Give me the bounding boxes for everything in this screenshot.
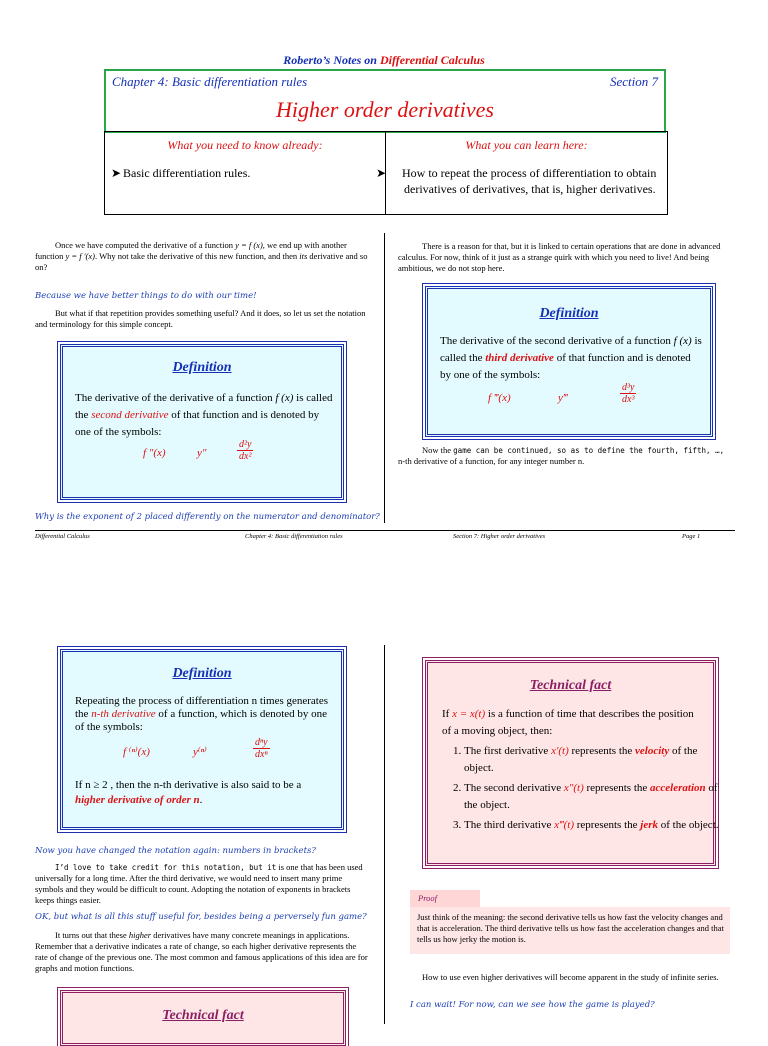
- chapter-label: Chapter 4: Basic differentiation rules: [112, 74, 308, 89]
- continuation-paragraph: Now the game can be continued, so as to define the fourth, fifth, …, n-th derivative of a function, for any integer number n.: [398, 445, 725, 466]
- footer-rule: [35, 530, 735, 531]
- know-already-item: ➤ Basic differentiation rules.: [111, 166, 251, 180]
- definition-text: The derivative of the second derivative of a function f (x) is called the third derivative of that function and is denoted by one of the symbols:: [440, 335, 702, 381]
- question-5: I can wait! For now, can we see how the game is played?: [410, 1000, 655, 1010]
- page-title: Higher order derivatives: [276, 97, 494, 122]
- symbol-f-triple-prime: f ‴(x): [488, 392, 511, 404]
- infinite-series-paragraph: How to use even higher derivatives will become apparent in the study of infinite series.: [422, 972, 719, 982]
- symbol-f-n: f ⁽ⁿ⁾(x): [123, 746, 150, 758]
- applications-paragraph: It turns out that these higher derivatives have many concrete meanings in applications. Remember that a derivative indicates a rate of change, so each higher derivative represents the rate of change of the previous one. The most common and famous applications of this idea are for graphs and motion functions.: [35, 930, 368, 973]
- list-item: 1. The first derivative x′(t) represents the velocity of the object.: [464, 743, 726, 777]
- proof-box: [410, 907, 730, 954]
- question-1: Because we have better things to do with our time!: [35, 291, 257, 301]
- definition-text: Repeating the process of differentiation n times generates the n-th derivative of a function, which is denoted by one of the symbols:: [75, 695, 329, 733]
- technical-fact-title: Technical fact: [162, 1008, 244, 1023]
- symbol-leibniz-3: $\frac{\text{d³y}}{\text{dx³}}$: [622, 382, 635, 405]
- prerequisites-table: [104, 131, 668, 215]
- definition-box-third-derivative: [425, 286, 713, 437]
- know-already-heading: What you need to know already:: [167, 138, 323, 152]
- technical-fact-text: If x = x(t) is a function of time that describes the position of a moving object, then:: [442, 708, 694, 737]
- technical-fact-title: Technical fact: [529, 678, 612, 693]
- definition-text: The derivative of the derivative of a function f (x) is called the second derivative of that function and is denoted by one of the symbols:: [75, 392, 333, 438]
- question-2: Why is the exponent of 2 placed differently on the numerator and denominator?: [35, 512, 380, 522]
- learn-here-item: ➤ How to repeat the process of differentiation to obtain derivatives of derivatives, that is, higher derivatives.: [376, 166, 657, 196]
- symbol-y-triple-prime: y‴: [558, 392, 568, 404]
- arrow-bullet-icon: ➤: [376, 166, 387, 180]
- definition-higher-text: If n ≥ 2 , then the n-th derivative is also said to be a higher derivative of order n.: [75, 779, 302, 806]
- intro-paragraph: Once we have computed the derivative of a function y = f (x), we end up with another function y = f ′(x). Why not take the derivative of this new function, and then its derivative and so on?: [35, 240, 368, 272]
- footer-course: Differential Calculus: [35, 533, 90, 540]
- proof-label-box: [410, 890, 480, 907]
- list-item: 3. The third derivative x‴(t) represents the jerk of the object.: [464, 817, 726, 834]
- series-prefix: Roberto’s Notes on: [283, 53, 380, 67]
- proof-text: Just think of the meaning: the second derivative tells us how fast the velocity changes and that is acceleration. The third derivative tells us how fast the acceleration changes and that tells us how jerky the motion is.: [417, 912, 724, 944]
- proof-label: Proof: [418, 893, 438, 903]
- learn-here-heading: What you can learn here:: [465, 138, 588, 152]
- list-item: 2. The second derivative x″(t) represents the acceleration of the object.: [464, 780, 726, 814]
- definition-title: Definition: [172, 360, 232, 375]
- series-title: [0, 53, 768, 68]
- symbol-y-double-prime: y″: [197, 447, 207, 459]
- definition-box-second-derivative: [60, 344, 344, 500]
- definition-box-nth-derivative: [60, 649, 344, 830]
- reason-paragraph: There is a reason for that, but it is linked to certain operations that are done in advanced calculus. For now, think of it just as a strange quirk with which you need to live! And being ambitious, we do not stop here.: [398, 241, 721, 273]
- symbol-leibniz-n: dⁿy dxⁿ: [255, 737, 268, 760]
- technical-fact-box-motion: [425, 660, 719, 866]
- symbol-f-double-prime: f ″(x): [143, 447, 166, 459]
- definition-title: Definition: [172, 666, 232, 681]
- arrow-bullet-icon: ➤: [111, 166, 122, 180]
- footer-page: Page 1: [682, 533, 701, 540]
- column-divider: [384, 233, 385, 523]
- symbol-leibniz-2: $\frac{\text{d²y}}{\text{dx²}}$: [239, 439, 252, 462]
- technical-fact-box-left: [60, 990, 346, 1046]
- column-divider: [384, 645, 385, 1024]
- footer-section: Section 7: Higher order derivatives: [453, 533, 546, 540]
- question-3: Now you have changed the notation again: numbers in brackets?: [35, 846, 316, 856]
- symbol-y-n: y⁽ⁿ⁾: [193, 746, 207, 758]
- footer-chapter: Chapter 4: Basic differentiation rules: [245, 533, 343, 540]
- notation-paragraph: I’d love to take credit for this notation, but it is one that has been used universally for a long time. After the third derivative, we would need to insert many prime symbols and they would be difficult to count. Adopting the notation of exponents in brackets keeps things easier.: [35, 862, 363, 905]
- motion-derivatives-list: [440, 743, 726, 834]
- chapter-box: [104, 69, 666, 133]
- series-subject: Differential Calculus: [379, 53, 485, 67]
- question-4: OK, but what is all this stuff useful for, besides being a perversely fun game?: [35, 912, 367, 922]
- definition-title: Definition: [539, 306, 599, 321]
- paragraph-2: But what if that repetition provides something useful? And it does, so let us set the notation and terminology for this simple concept.: [35, 308, 366, 329]
- section-label: Section 7: [609, 74, 658, 89]
